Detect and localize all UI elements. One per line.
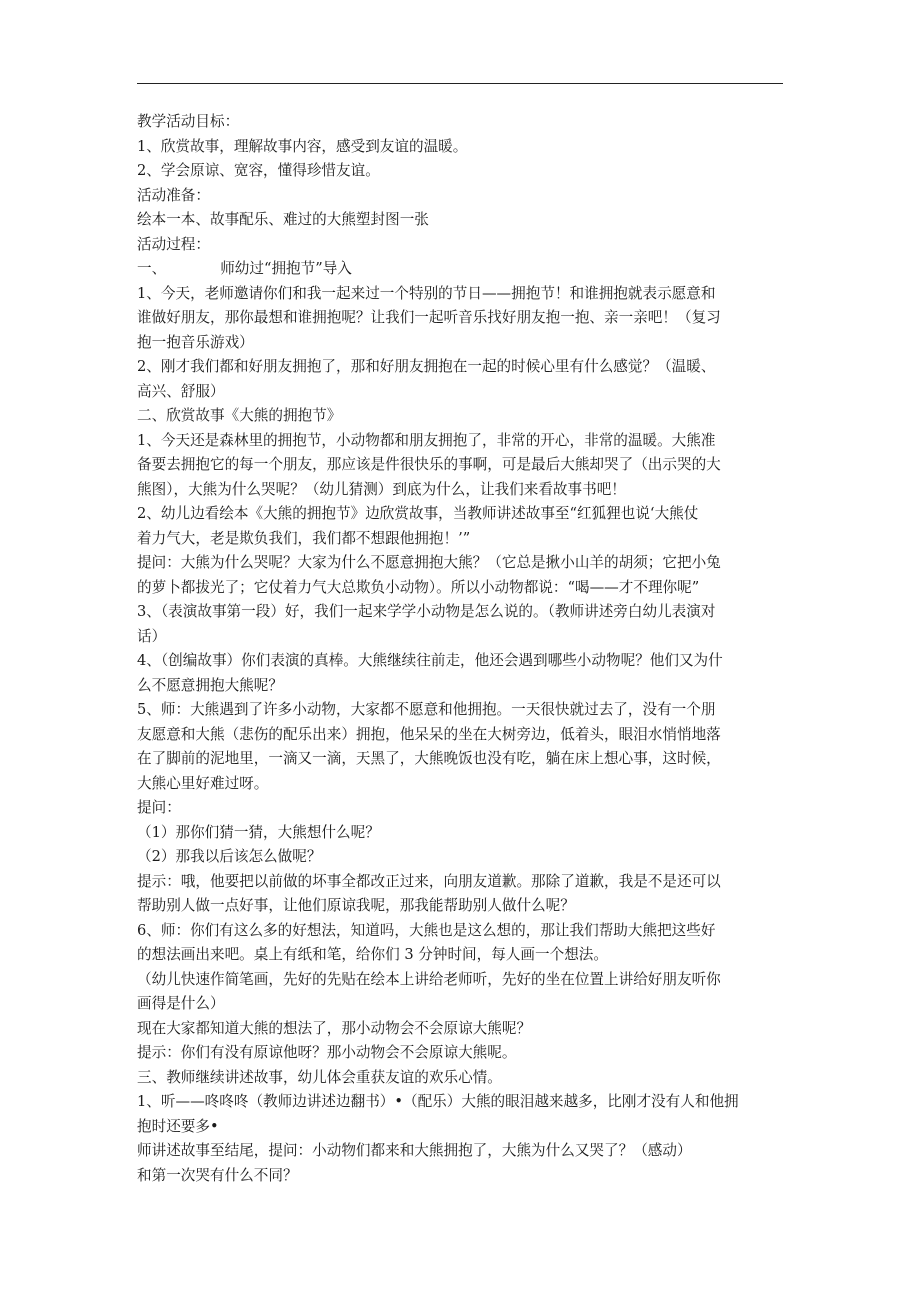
text-line: 帮助别人做一点好事，让他们原谅我呢，那我能帮助别人做什么呢？: [137, 897, 575, 914]
text-line: 友愿意和大熊（悲伤的配乐出来）拥抱，他呆呆的坐在大树旁边，低着头，眼泪水悄悄地落: [137, 725, 721, 743]
text-line: 提问：大熊为什么哭呢？大家为什么不愿意拥抱大熊？（它总是揪小山羊的胡须；它把小兔: [137, 554, 721, 571]
text-line: 的萝卜都拔光了；它仗着力气大总欺负小动物）。所以小动物都说：“喝——才不理你呢”: [137, 578, 700, 596]
document-body: [137, 110, 787, 1188]
text-line: 现在大家都知道大熊的想法了，那小动物会不会原谅大熊呢？: [137, 1019, 532, 1037]
section-3-heading: 三、教师继续讲述故事，幼儿体会重获友谊的欢乐心情。: [137, 1068, 502, 1086]
text-line: 谁做好朋友，那你最想和谁拥抱呢？让我们一起听音乐找好朋友抱一抱、亲一亲吧！（复习: [137, 309, 721, 326]
section-1-title: 师幼过“拥抱节”导入: [220, 260, 352, 277]
heading-objectives: 教学活动目标：: [137, 113, 240, 130]
text-line: 1、听——咚咚咚（教师边讲述边翻书）•（配乐）大熊的眼泪越来越多，比刚才没有人和他拥: [137, 1093, 739, 1110]
text-line: 着力气大，老是欺负我们，我们都不想跟他拥抱！’”: [137, 529, 471, 547]
text-line: 熊图），大熊为什么哭呢？（幼儿猜测）到底为什么，让我们来看故事书吧！: [137, 480, 626, 498]
text-line: 抱时还要多•: [137, 1117, 219, 1135]
text-line: 抱一抱音乐游戏）: [137, 333, 254, 351]
text-line: 高兴、舒服）: [137, 382, 225, 400]
text-line: 么不愿意拥抱大熊呢？: [137, 676, 283, 694]
section-2-heading: 二、欣赏故事《大熊的拥抱节》: [137, 407, 342, 424]
text-line: （2）那我以后该怎么做呢？: [137, 848, 322, 865]
text-line: 和第一次哭有什么不同？: [137, 1166, 298, 1184]
section-1-heading: [137, 257, 787, 282]
text-line: （1）那你们猜一猜，大熊想什么呢？: [137, 823, 380, 841]
text-line: 画得是什么）: [137, 995, 225, 1012]
text-line: 提示：哦，他要把以前做的坏事全都改正过来，向朋友道歉。那除了道歉，我是不是还可以: [137, 872, 721, 890]
text-line: 2、幼儿边看绘本《大熊的拥抱节》边欣赏故事，当教师讲述故事至“红狐狸也说‘大熊仗: [137, 505, 699, 522]
text-line: 话）: [137, 627, 167, 645]
text-line: 2、刚才我们都和好朋友拥抱了，那和好朋友拥抱在一起的时候心里有什么感觉？（温暖、: [137, 358, 716, 375]
text-line: 在了脚前的泥地里，一滴又一滴，天黑了，大熊晚饭也没有吃，躺在床上想心事，这时候，: [137, 750, 721, 767]
text-line: 师讲述故事至结尾，提问：小动物们都来和大熊拥抱了，大熊为什么又哭了？（感动）: [137, 1142, 692, 1159]
objective-2: 2、学会原谅、宽容，懂得珍惜友谊。: [137, 162, 380, 179]
text-line: 提示：你们有没有原谅他呀？那小动物会不会原谅大熊呢。: [137, 1044, 517, 1061]
text-line: 大熊心里好难过呀。: [137, 774, 269, 792]
text-line: 1、今天还是森林里的拥抱节，小动物都和朋友拥抱了，非常的开心，非常的温暖。大熊准: [137, 431, 716, 449]
text-line: 的想法画出来吧。桌上有纸和笔，给你们 3 分钟时间，每人画一个想法。: [137, 946, 608, 963]
text-line: 3、（表演故事第一段）好，我们一起来学学小动物是怎么说的。（教师讲述旁白幼儿表演对: [137, 603, 716, 620]
section-1-number: 一、: [137, 260, 167, 277]
text-line: 4、（创编故事）你们表演的真棒。大熊继续往前走，他还会遇到哪些小动物呢？他们又为什: [137, 652, 723, 669]
objective-1: 1、欣赏故事，理解故事内容，感受到友谊的温暖。: [137, 137, 468, 155]
text-line: 备要去拥抱它的每一个朋友，那应该是件很快乐的事啊，可是最后大熊却哭了（出示哭的大: [137, 456, 721, 473]
text-line: 6、师：你们有这么多的好想法，知道吗，大熊也是这么想的，那让我们帮助大熊把这些好: [137, 921, 716, 939]
heading-preparation: 活动准备：: [137, 186, 210, 204]
preparation-items: 绘本一本、故事配乐、难过的大熊塑封图一张: [137, 211, 429, 228]
heading-process: 活动过程：: [137, 235, 210, 253]
text-line: （幼儿快速作简笔画，先好的先贴在绘本上讲给老师听，先好的坐在位置上讲给好朋友听你: [137, 970, 721, 988]
text-line: 5、师：大熊遇到了许多小动物，大家都不愿意和他拥抱。一天很快就过去了，没有一个朋: [137, 701, 716, 718]
text-line: 提问：: [137, 799, 181, 816]
header-rule: [137, 83, 783, 84]
text-line: 1、今天，老师邀请你们和我一起来过一个特别的节日——拥抱节！和谁拥抱就表示愿意和: [137, 284, 716, 302]
